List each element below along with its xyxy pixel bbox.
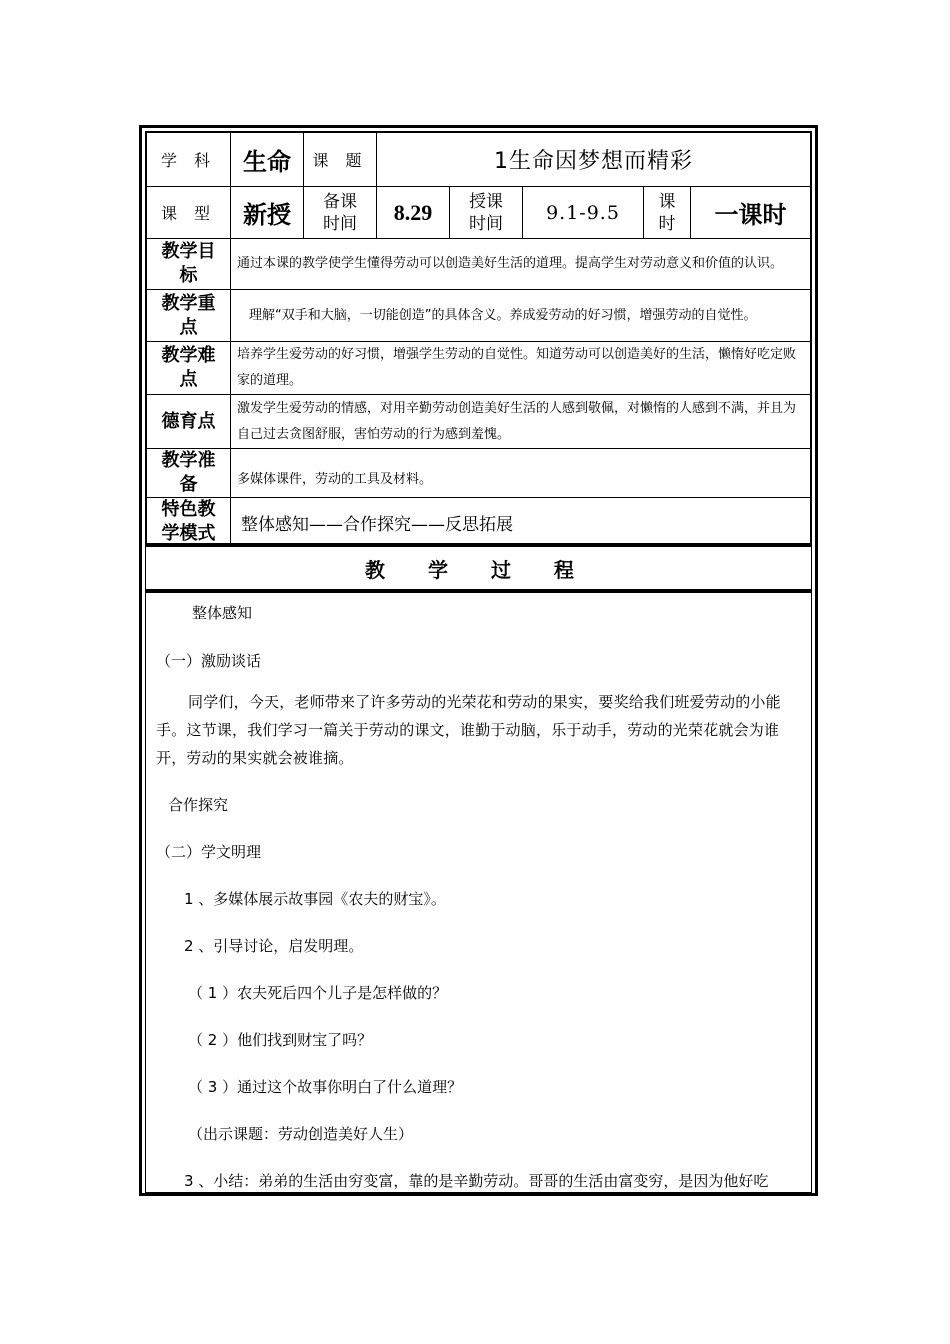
prep-time-label: [304, 187, 377, 239]
step-heading-1: （一）激励谈话: [156, 652, 262, 670]
objectives-label-2: 标: [179, 265, 198, 286]
preparation-text: 多媒体课件，劳动的工具及材料。: [231, 449, 811, 498]
lesson-plan-inner: [145, 131, 812, 1193]
list-item-1: 1 、多媒体展示故事园《农夫的财宝》。: [184, 890, 446, 908]
question-3: （ 3 ）通过这个故事你明白了什么道理？: [188, 1078, 463, 1096]
objectives-text: 通过本课的教学使学生懂得劳动可以创造美好生活的道理。提高学生对劳动意义和价值的认识。: [231, 239, 811, 290]
moral-label-1: 德育点: [161, 410, 216, 432]
process-title: 教 学 过 程: [365, 557, 592, 582]
prep-time-label-2: 时间: [323, 213, 357, 234]
hours-label: [644, 187, 691, 239]
subject-value: 生命: [231, 133, 304, 187]
paragraph-1: 同学们，今天，老师带来了许多劳动的光荣花和劳动的果实，要奖给我们班爱劳动的小能手。这节课，我们学习一篇关于劳动的课文，谁勤于动脑，乐于动手，劳动的光荣花就会为谁开，劳动的果实就会被谁摘。: [156, 693, 781, 767]
difficulties-label-1: 教学难: [161, 345, 216, 366]
mode-text: 整体感知——合作探究——反思拓展: [231, 498, 811, 547]
hours-value: 一课时: [691, 187, 811, 239]
mode-label-2: 学模式: [161, 523, 216, 544]
lesson-plan-header-table: [146, 132, 811, 547]
topic-label: 课 题: [304, 133, 377, 187]
list-item-2: 2 、引导讨论，启发明理。: [184, 937, 364, 955]
show-topic: （出示课题：劳动创造美好人生）: [188, 1125, 414, 1143]
teach-time-value: 9.1-9.5: [523, 187, 644, 239]
key-points-text: 理解“双手和大脑，一切能创造”的具体含义。养成爱劳动的好习惯，增强劳动的自觉性。: [231, 290, 811, 342]
header-row-2: [147, 187, 811, 239]
hours-label-2: 时: [658, 213, 676, 234]
question-1: （ 1 ）农夫死后四个儿子是怎样做的？: [188, 984, 448, 1002]
prep-time-value: 8.29: [377, 187, 450, 239]
objectives-label-1: 教学目: [161, 241, 216, 262]
objectives-row: [147, 239, 811, 290]
moral-text: 激发学生爱劳动的情感，对用辛勤劳动创造美好生活的人感到敬佩，对懒惰的人感到不满，并且为自己过去贪图舒服，害怕劳动的行为感到羞愧。: [231, 395, 811, 449]
step-heading-2: （二）学文明理: [156, 843, 262, 861]
subject-label: 学 科: [147, 133, 231, 187]
key-points-row: [147, 290, 811, 342]
process-heading-bar: [146, 543, 811, 593]
hours-label-1: 课: [658, 191, 676, 212]
preparation-label: [147, 449, 231, 498]
objectives-label: [147, 239, 231, 290]
key-points-label: [147, 290, 231, 342]
teach-time-label: [450, 187, 523, 239]
teach-time-label-2: 时间: [469, 213, 503, 234]
type-value: 新授: [231, 187, 304, 239]
difficulties-row: [147, 342, 811, 395]
key-points-label-1: 教学重: [161, 292, 216, 314]
teach-time-label-1: 授课: [469, 191, 503, 212]
lesson-plan-frame: [139, 125, 818, 1196]
prep-time-label-1: 备课: [323, 191, 357, 212]
preparation-row: [147, 449, 811, 498]
difficulties-label: [147, 342, 231, 395]
moral-label: [147, 395, 231, 449]
section-heading-2: 合作探究: [168, 796, 229, 814]
preparation-label-2: 备: [179, 474, 198, 495]
mode-label-1: 特色教: [161, 499, 216, 520]
mode-row: [147, 498, 811, 547]
type-label: 课 型: [147, 187, 231, 239]
section-heading-1: 整体感知: [192, 604, 253, 622]
difficulties-text: 培养学生爱劳动的好习惯，增强学生劳动的自觉性。知道劳动可以创造美好的生活，懒惰好吃定败家的道理。: [231, 342, 811, 395]
header-row-1: [147, 133, 811, 187]
list-item-3: 3 、小结：弟弟的生活由穷变富，靠的是辛勤劳动。哥哥的生活由富变穷，是因为他好吃: [184, 1172, 769, 1190]
moral-row: [147, 395, 811, 449]
preparation-label-1: 教学准: [161, 450, 216, 471]
topic-value: 1生命因梦想而精彩: [377, 133, 811, 187]
question-2: （ 2 ）他们找到财宝了吗？: [188, 1031, 373, 1049]
difficulties-label-2: 点: [179, 369, 198, 390]
mode-label: [147, 498, 231, 547]
key-points-label-2: 点: [179, 316, 198, 338]
